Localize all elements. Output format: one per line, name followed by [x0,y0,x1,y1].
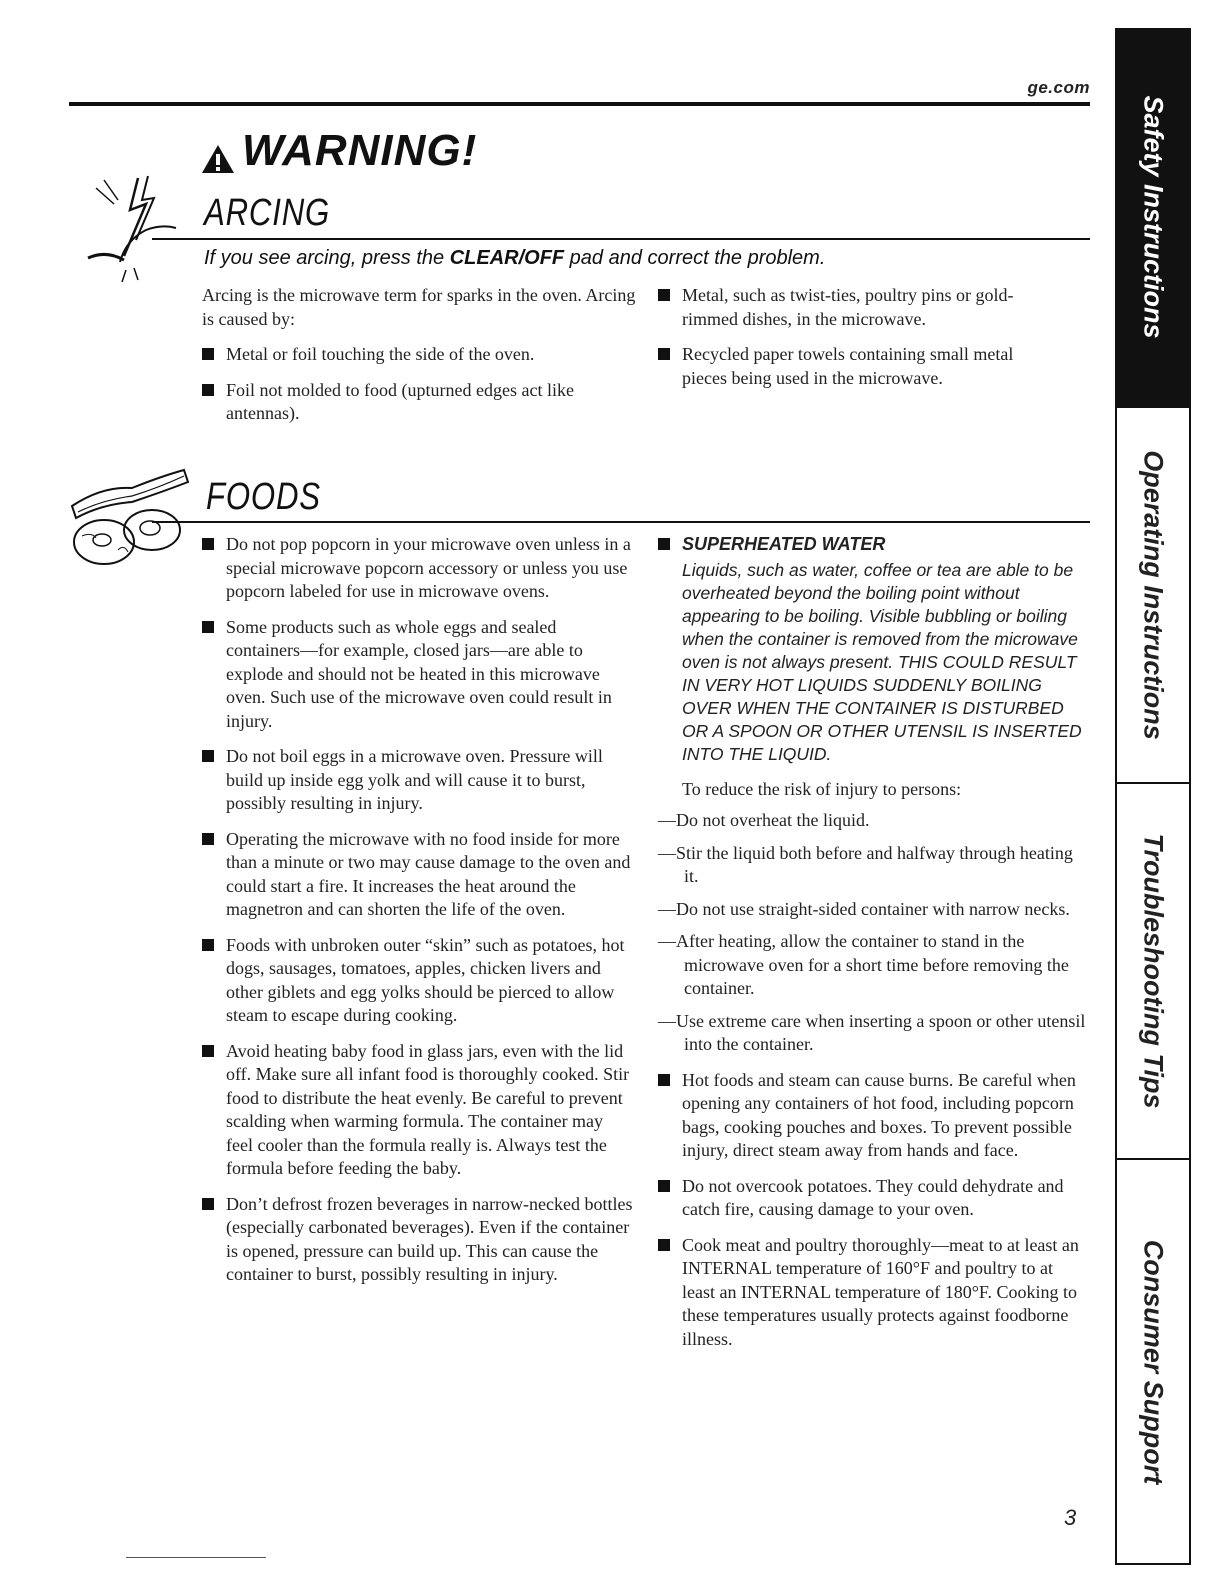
superheated-water-body: Liquids, such as water, coffee or tea are able to be overheated beyond the boiling point without appearing to be boiling. Visible bubbling or boiling when the container is removed from the microwave oven is not always present. THIS COULD RESULT IN VERY HOT LIQUIDS SUDDENLY BOILING OVER WHEN THE CONTAINER IS DISTURBED OR A SPOON OR OTHER UTENSIL IS INSERTED INTO THE LIQUID. [682,559,1082,764]
list-item: Some products such as whole eggs and sealed containers—for example, closed jars—are able to explode and should not be heated in this microwave oven. Such use of the microwave oven could result in injury. [202,616,634,734]
page-number: 3 [1064,1505,1077,1530]
list-item: Avoid heating baby food in glass jars, even with the lid off. Make sure all infant food is thoroughly cooked. Stir food to distribute the heat evenly. Be careful to prevent scalding when warming formula. The container may feel cooler than the formula really is. Always test the formula before feeding the baby. [202,1040,634,1181]
tab-troubleshooting-tips[interactable] [1117,784,1189,1160]
tab-label: Safety Instructions [1138,95,1169,339]
tab-label: Operating Instructions [1138,450,1169,740]
list-item: Hot foods and steam can cause burns. Be careful when opening any containers of hot food, including popcorn bags, cooking pouches and boxes. To prevent possible injury, direct steam away from hands and face. [658,1069,1088,1163]
tab-safety-instructions[interactable] [1117,28,1189,408]
arcing-title: ARCING [204,192,331,234]
list-item: —Stir the liquid both before and halfway through heating it. [658,842,1073,886]
list-item: —Use extreme care when inserting a spoon or other utensil into the container. [658,1010,1086,1054]
tab-label: Consumer Support [1138,1239,1169,1484]
list-item: Do not pop popcorn in your microwave oven unless in a special microwave popcorn accessory or unless you use popcorn labeled for use in microwave ovens. [202,533,634,604]
section-sidebar [1115,28,1191,1565]
tab-consumer-support[interactable] [1117,1160,1189,1563]
top-rule [69,102,1090,106]
arcing-left-column [202,284,642,438]
arcing-rule [152,238,1090,240]
list-item: Do not overcook potatoes. They could dehydrate and catch fire, causing damage to your oven. [658,1175,1088,1222]
foods-right-column [658,533,1088,1363]
foods-rule [152,521,1090,523]
superheated-water-heading: SUPERHEATED WATER [658,533,1088,557]
list-item: —Do not overheat the liquid. [658,810,870,830]
tab-operating-instructions[interactable] [1117,408,1189,784]
lightning-bolt-icon [86,170,186,290]
list-item: Operating the microwave with no food inside for more than a minute or two may cause damage to the oven and could start a fire. It increases the heat around the magnetron and can shorten the life of the oven. [202,828,634,922]
list-item: Cook meat and poultry thoroughly—meat to at least an INTERNAL temperature of 160°F and poultry to at least an INTERNAL temperature of 180°F. Cooking to these temperatures usually protects against foodborne illness. [658,1234,1088,1352]
list-item: Do not boil eggs in a microwave oven. Pressure will build up inside egg yolk and will cause it to burst, possibly resulting in injury. [202,745,634,816]
foods-title: FOODS [206,476,321,518]
tab-label: Troubleshooting Tips [1138,833,1169,1109]
list-item: Foil not molded to food (upturned edges act like antennas). [202,379,642,426]
list-item: Don’t defrost frozen beverages in narrow-necked bottles (especially carbonated beverages). Even if the container is opened, pressure can build up. This can cause the container to burst, possibly resulting in injury. [202,1193,634,1287]
site-url: ge.com [1027,78,1090,97]
foods-left-column [202,533,634,1299]
list-item: Foods with unbroken outer “skin” such as potatoes, hot dogs, sausages, tomatoes, apples, chicken livers and other giblets and egg yolks should be pierced to allow steam to escape during cooking. [202,934,634,1028]
warning-title: WARNING! [242,126,478,175]
list-item: Metal or foil touching the side of the oven. [202,343,642,367]
footer-link-underline [126,1557,266,1558]
list-item: Metal, such as twist-ties, poultry pins or gold-rimmed dishes, in the microwave. [658,284,1058,331]
reduce-risk-intro: To reduce the risk of injury to persons: [682,778,962,799]
arcing-intro: Arcing is the microwave term for sparks in the oven. Arcing is caused by: [202,285,636,329]
list-item: —After heating, allow the container to stand in the microwave oven for a short time before removing the container. [658,931,1069,998]
arcing-subtitle: If you see arcing, press the CLEAR/OFF pad and correct the problem. [204,247,826,269]
list-item: Recycled paper towels containing small metal pieces being used in the microwave. [658,343,1058,390]
arcing-right-column [658,284,1058,402]
warning-triangle-icon [200,143,236,175]
list-item: —Do not use straight-sided container with narrow necks. [658,898,1070,919]
